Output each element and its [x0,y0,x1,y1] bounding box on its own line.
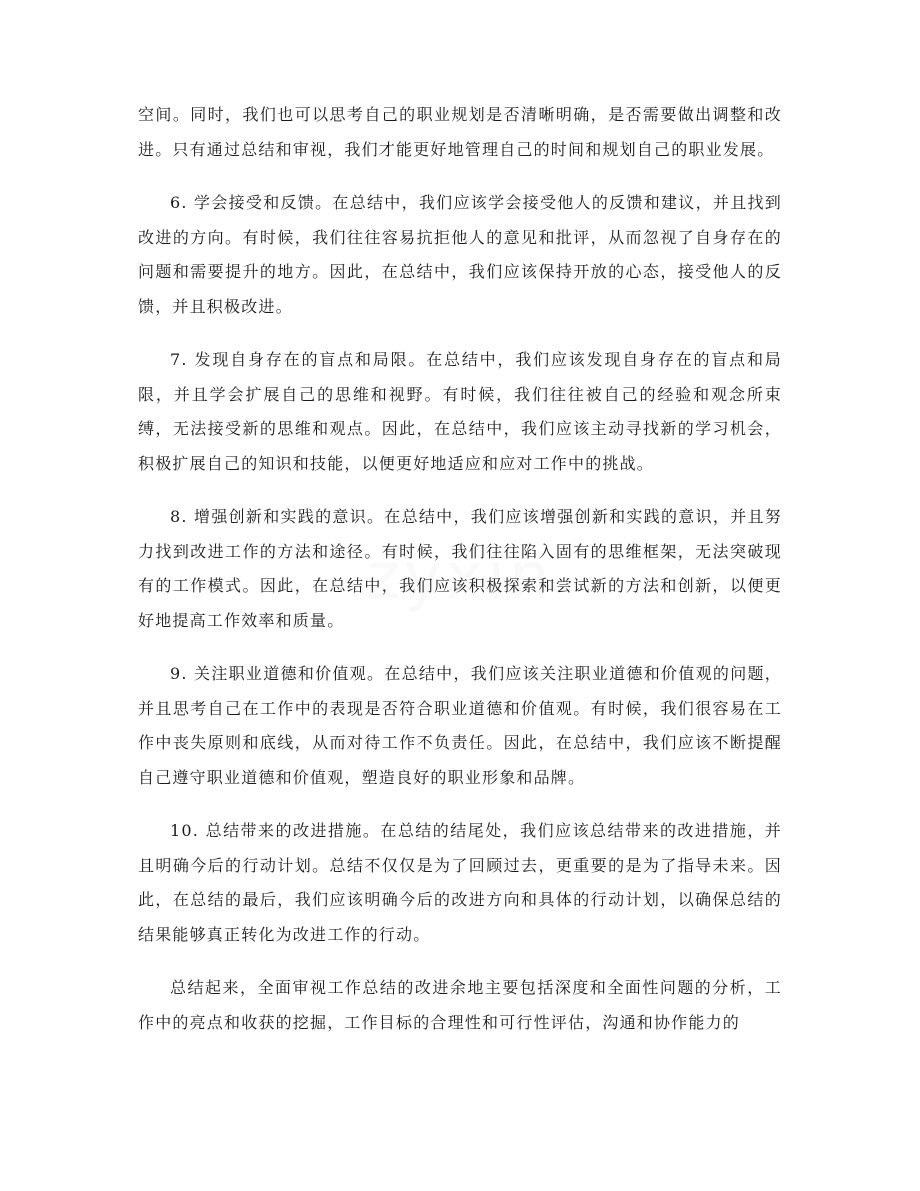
watermark: zyxin [366,540,554,614]
document-body [138,98,782,1059]
paragraph-continuation: 空间。同时，我们也可以思考自己的职业规划是否清晰明确，是否需要做出调整和改进。只有通过总结和审视，我们才能更好地管理自己的时间和规划自己的职业发展。 [138,105,782,159]
paragraph-item-6: 6. 学会接受和反馈。在总结中，我们应该学会接受他人的反馈和建议，并且找到改进的方向。有时候，我们往往容易抗拒他人的意见和批评，从而忽视了自身存在的问题和需要提升的地方。因此，在总结中，我们应该保持开放的心态，接受他人的反馈，并且积极改进。 [138,193,782,316]
paragraph-summary: 总结起来，全面审视工作总结的改进余地主要包括深度和全面性问题的分析，工作中的亮点和收获的挖掘，工作目标的合理性和可行性评估，沟通和协作能力的 [138,978,782,1032]
paragraph-item-8: 8. 增强创新和实践的意识。在总结中，我们应该增强创新和实践的意识，并且努力找到改进工作的方法和途径。有时候，我们往往陷入固有的思维框架，无法突破现有的工作模式。因此，在总结中，我们应该积极探索和尝试新的方法和创新，以便更好地提高工作效率和质量。 [138,507,782,630]
paragraph-item-9: 9. 关注职业道德和价值观。在总结中，我们应该关注职业道德和价值观的问题，并且思考自己在工作中的表现是否符合职业道德和价值观。有时候，我们很容易在工作中丧失原则和底线，从而对待工作不负责任。因此，在总结中，我们应该不断提醒自己遵守职业道德和价值观，塑造良好的职业形象和品牌。 [138,664,782,787]
paragraph-item-10: 10. 总结带来的改进措施。在总结的结尾处，我们应该总结带来的改进措施，并且明确今后的行动计划。总结不仅仅是为了回顾过去，更重要的是为了指导未来。因此，在总结的最后，我们应该明确今后的改进方向和具体的行动计划，以确保总结的结果能够真正转化为改进工作的行动。 [138,821,782,944]
paragraph-item-7: 7. 发现自身存在的盲点和局限。在总结中，我们应该发现自身存在的盲点和局限，并且学会扩展自己的思维和视野。有时候，我们往往被自己的经验和观念所束缚，无法接受新的思维和观点。因此，在总结中，我们应该主动寻找新的学习机会，积极扩展自己的知识和技能，以便更好地适应和应对工作中的挑战。 [138,350,782,473]
